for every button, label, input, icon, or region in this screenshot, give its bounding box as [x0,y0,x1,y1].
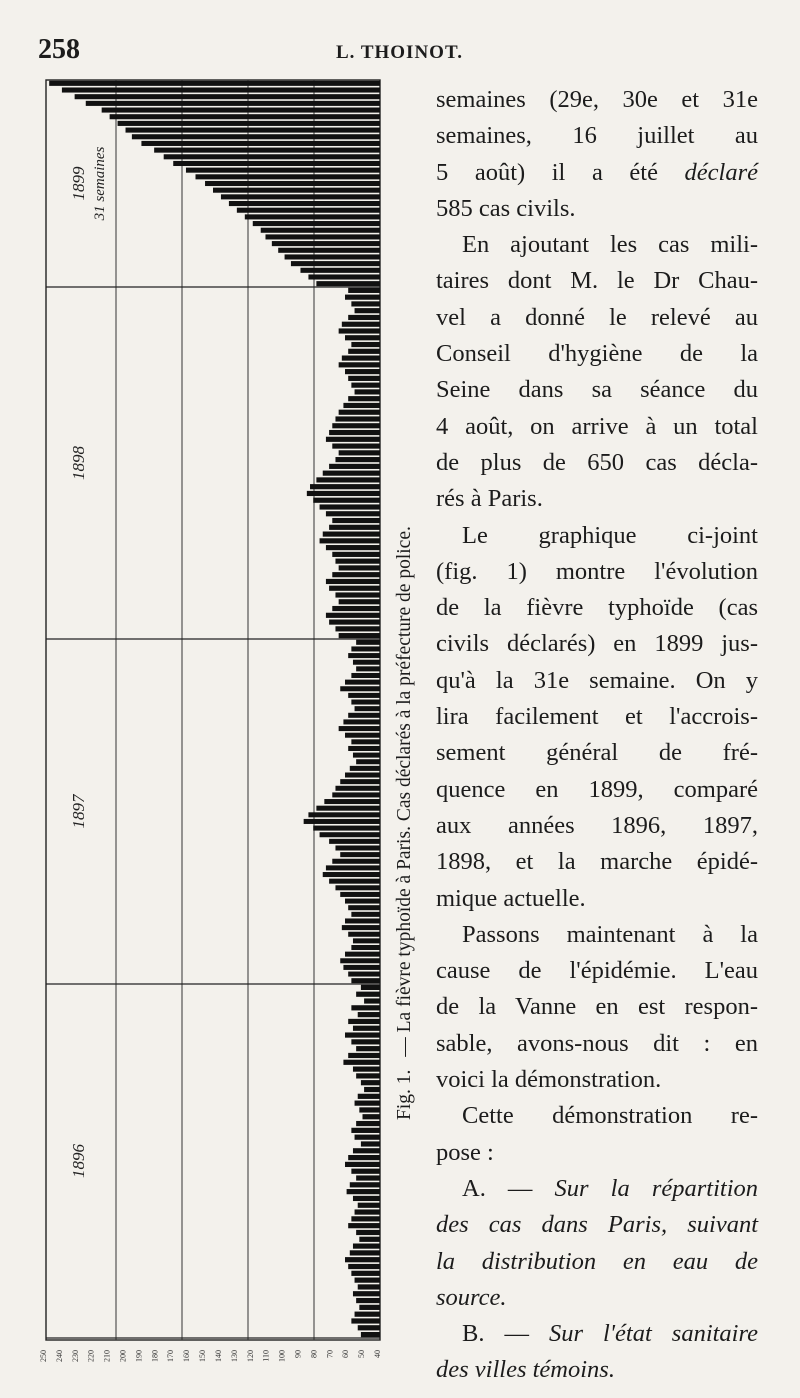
bar-1898 [339,410,380,415]
tick-label: 230 [70,1350,80,1362]
bar-1898 [332,606,380,611]
bar-1899 [49,81,380,86]
bar-1899 [102,108,380,113]
bar-1897 [353,753,380,758]
bar-1899 [237,208,380,213]
bar-1899 [86,101,380,106]
bar-1898 [326,579,380,584]
caption-text: La fièvre typhoïde à Paris. Cas déclarés à la préfecture de police. [394,526,415,1033]
bar-1896 [351,1271,380,1276]
bar-1898 [348,315,380,320]
bar-1898 [329,619,380,624]
year-label: 1898 [69,446,88,480]
bar-1898 [329,525,380,530]
bar-1897 [348,713,380,718]
bar-1899 [300,268,380,273]
tick-label: 250 [39,1350,48,1362]
bar-1897 [351,739,380,744]
bar-1896 [347,1189,380,1194]
tick-label: 150 [198,1350,208,1362]
running-head: L. THOINOT. [336,42,463,63]
bar-1897 [345,899,380,904]
bar-1899 [110,114,380,119]
bar-1897 [351,700,380,705]
tick-label: 200 [118,1350,128,1362]
bar-1897 [351,912,380,917]
bar-1898 [342,355,380,360]
bar-1898 [339,328,380,333]
bar-1896 [358,1203,380,1208]
bar-1896 [353,1148,380,1153]
bar-1899 [164,154,380,159]
text-line: des cas dans Paris, suivant [436,1211,758,1239]
bar-1896 [356,1230,380,1235]
bar-1897 [356,640,380,645]
text-line: quence en 1899, comparé [436,775,758,803]
bar-1897 [351,945,380,950]
bar-1897 [348,746,380,751]
bar-1898 [339,565,380,570]
bar-1897 [355,706,380,711]
bar-1896 [355,1278,380,1283]
text-line: vel a donné le relevé au [436,303,758,331]
bar-1896 [356,1073,380,1078]
bar-1897 [324,799,380,804]
bar-1896 [358,1094,380,1099]
tick-label: 160 [182,1350,192,1362]
bar-1899 [205,181,380,186]
bar-1897 [350,766,380,771]
bar-1898 [332,518,380,523]
text-line: de la Vanne en est respon- [436,993,758,1021]
bar-1897 [313,826,380,831]
bar-1896 [351,1216,380,1221]
bar-1897 [351,646,380,651]
text-line: lira facilement et l'accrois- [436,703,758,731]
bar-1898 [329,464,380,469]
tick-label: 80 [309,1350,319,1358]
text-line: Passons maintenant à la [462,920,758,948]
bar-1898 [332,443,380,448]
text-line: qu'à la 31e semaine. On y [436,666,758,694]
caption-label: Fig. 1. [394,1069,415,1120]
bar-1896 [361,1332,380,1337]
text-line: En ajoutant les cas mili- [462,231,758,259]
bar-1898 [332,572,380,577]
bar-1896 [356,1298,380,1303]
tick-label: 130 [229,1350,239,1362]
bar-1899 [285,254,380,259]
bar-1897 [353,938,380,943]
tick-label: 70 [325,1350,335,1358]
text-line: pose : [436,1138,494,1166]
bar-1899 [229,201,380,206]
bar-1898 [345,295,380,300]
bar-1898 [316,477,380,482]
bar-1898 [339,362,380,367]
bar-1896 [359,1107,380,1112]
page-header [38,34,778,68]
bar-1896 [348,1264,380,1269]
text-line: des villes témoins. [436,1356,615,1384]
bar-1898 [329,430,380,435]
text-line: taires dont M. le Dr Chau- [436,267,758,295]
text-line: B. — Sur l'état sanitaire [462,1320,758,1348]
bar-1898 [339,450,380,455]
bar-1898 [355,308,380,313]
bar-1896 [356,1046,380,1051]
bar-1896 [348,1223,380,1228]
bar-1898 [335,457,380,462]
bar-1896 [353,1243,380,1248]
bar-1897 [345,772,380,777]
bar-1897 [332,859,380,864]
bar-1897 [345,680,380,685]
bar-1899 [126,128,380,133]
bar-1898 [320,504,380,509]
bar-1897 [335,885,380,890]
bar-1896 [350,1250,380,1255]
bar-1897 [345,733,380,738]
bar-1897 [320,832,380,837]
tick-label: 170 [166,1350,176,1362]
bar-1897 [340,892,380,897]
tick-label: 60 [341,1350,351,1358]
bar-1896 [358,1325,380,1330]
partial-year-label: 31 semaines [92,146,108,221]
bar-1899 [132,134,380,139]
tick-label: 240 [54,1350,64,1362]
bar-1897 [348,905,380,910]
bar-1896 [363,1114,380,1119]
bar-1898 [351,301,380,306]
bar-1896 [358,1284,380,1289]
body-text [436,82,758,1389]
bar-1899 [221,194,380,199]
tick-label: 220 [86,1350,96,1362]
bar-1896 [353,1196,380,1201]
text-line: mique actuelle. [436,884,586,912]
text-line: Le graphique ci-joint [462,521,758,549]
bar-1897 [308,812,380,817]
bar-1896 [355,1312,380,1317]
bar-1899 [75,94,380,99]
bar-1898 [320,538,380,543]
bar-1897 [345,952,380,957]
bar-1896 [355,1135,380,1140]
bar-1897 [335,786,380,791]
bar-1896 [353,1026,380,1031]
bar-1897 [351,673,380,678]
bar-1899 [154,148,380,153]
bar-1899 [245,214,380,219]
bar-1897 [323,872,380,877]
bar-1899 [118,121,380,126]
bar-1898 [348,349,380,354]
bar-1898 [326,437,380,442]
bar-1899 [278,248,380,253]
bar-1899 [196,174,380,179]
bar-1896 [364,1087,380,1092]
bar-1898 [310,484,380,489]
bar-1897 [329,839,380,844]
bar-1897 [343,719,380,724]
bar-1898 [335,592,380,597]
bar-1897 [348,932,380,937]
bar-1898 [351,342,380,347]
text-line: Conseil d'hygiène de la [436,340,758,368]
page-number: 258 [38,34,80,65]
bar-1896 [361,1141,380,1146]
bar-1897 [353,660,380,665]
bar-1896 [345,1257,380,1262]
text-line: Seine dans sa séance du [436,376,758,404]
bar-1898 [343,403,380,408]
text-line: sable, avons-nous dit : en [436,1029,758,1057]
bar-1897 [356,759,380,764]
bar-1899 [62,87,380,92]
bar-1899 [213,188,380,193]
bar-1897 [342,925,380,930]
text-line: (fig. 1) montre l'évolution [436,557,758,585]
bar-1897 [351,978,380,983]
figure-1 [39,72,384,1372]
text-line: 585 cas civils. [436,194,576,222]
bar-1897 [304,819,380,824]
bar-1896 [350,1182,380,1187]
bar-1898 [335,416,380,421]
bar-1898 [335,559,380,564]
bar-1899 [272,241,380,246]
bar-1898 [348,376,380,381]
bar-1897 [348,972,380,977]
text-line: 4 août, on arrive à un total [436,412,758,440]
bar-1896 [356,992,380,997]
bar-1898 [345,369,380,374]
bar-1898 [329,586,380,591]
bar-1897 [329,879,380,884]
bar-1897 [335,845,380,850]
text-line: civils déclarés) en 1899 jus- [436,630,758,658]
text-line: semaines (29e, 30e et 31e [436,86,758,113]
text-line: 5 août) il a été déclaré [436,158,758,186]
bar-1896 [364,998,380,1003]
bar-1898 [342,322,380,327]
bar-1896 [351,1039,380,1044]
tick-label: 90 [293,1350,303,1358]
text-line: sement général de fré- [436,739,758,767]
bar-1898 [326,545,380,550]
figure-caption [394,320,416,1120]
text-line: semaines, 16 juillet au [436,122,758,150]
bar-1897 [340,958,380,963]
tick-label: 110 [261,1350,271,1362]
bar-1898 [332,552,380,557]
bar-1897 [340,686,380,691]
text-line: rés à Paris. [436,485,543,513]
bar-1896 [358,1012,380,1017]
bar-1898 [355,389,380,394]
text-line: source. [436,1283,507,1311]
bar-1896 [355,1209,380,1214]
bar-1898 [339,633,380,638]
text-line: de plus de 650 cas décla- [436,448,758,476]
bar-1898 [307,491,380,496]
bar-1899 [186,168,380,173]
bar-1896 [351,1128,380,1133]
bar-1899 [141,141,380,146]
tick-label: 210 [102,1350,112,1362]
bar-1897 [332,792,380,797]
bar-1896 [353,1291,380,1296]
bar-1896 [353,1066,380,1071]
tick-label: 120 [245,1350,255,1362]
text-line: 1898, et la marche épidé- [436,848,758,876]
bar-1897 [348,653,380,658]
bar-1899 [265,234,380,239]
year-label: 1897 [69,794,88,829]
bar-1898 [348,288,380,293]
text-line: la distribution en eau de [436,1247,758,1275]
bar-1899 [261,228,380,233]
bar-1898 [313,498,380,503]
chart-svg [39,72,384,1372]
bar-1898 [339,599,380,604]
bar-1897 [356,666,380,671]
bar-1898 [348,396,380,401]
caption-dash: — [394,1037,415,1057]
text-line: cause de l'épidémie. L'eau [436,957,758,985]
bar-1897 [343,965,380,970]
text-line: Cette démonstration re- [462,1102,758,1130]
bar-1899 [253,221,380,226]
year-label: 1896 [69,1144,88,1178]
tick-label: 180 [150,1350,160,1362]
bar-1896 [348,1053,380,1058]
tick-label: 140 [213,1350,223,1362]
bar-1896 [351,1005,380,1010]
bar-1896 [343,1060,380,1065]
bar-1899 [291,261,380,266]
bar-1896 [359,1237,380,1242]
bar-1899 [316,281,380,286]
bar-1898 [351,383,380,388]
text-line: voici la démonstration. [436,1066,662,1094]
bar-1899 [308,274,380,279]
bar-1896 [345,1162,380,1167]
bar-1898 [323,531,380,536]
bar-1898 [326,511,380,516]
tick-label: 40 [373,1350,382,1358]
bar-1898 [345,335,380,340]
bar-1897 [348,693,380,698]
bar-1897 [326,865,380,870]
bar-1896 [348,1155,380,1160]
bar-1896 [355,1101,380,1106]
bar-1896 [361,985,380,990]
text-line: A. — Sur la répartition [462,1174,758,1202]
bar-1896 [359,1305,380,1310]
bar-1897 [340,779,380,784]
bar-1896 [348,1019,380,1024]
tick-label: 50 [357,1350,367,1358]
bar-1898 [335,626,380,631]
bar-1896 [351,1318,380,1323]
bar-1897 [316,806,380,811]
bar-1896 [351,1169,380,1174]
bar-1897 [339,726,380,731]
bar-1898 [323,471,380,476]
bar-1898 [332,423,380,428]
tick-label: 190 [134,1350,144,1362]
tick-label: 100 [277,1350,287,1362]
bar-1896 [361,1080,380,1085]
bar-1897 [340,852,380,857]
bar-1896 [356,1121,380,1126]
bar-1898 [326,613,380,618]
text-line: aux années 1896, 1897, [436,811,758,839]
bar-1896 [356,1175,380,1180]
bar-1897 [345,918,380,923]
bar-1896 [345,1032,380,1037]
bar-1899 [173,161,380,166]
text-line: de la fièvre typhoïde (cas [436,594,758,622]
year-label: 1899 [69,166,88,201]
